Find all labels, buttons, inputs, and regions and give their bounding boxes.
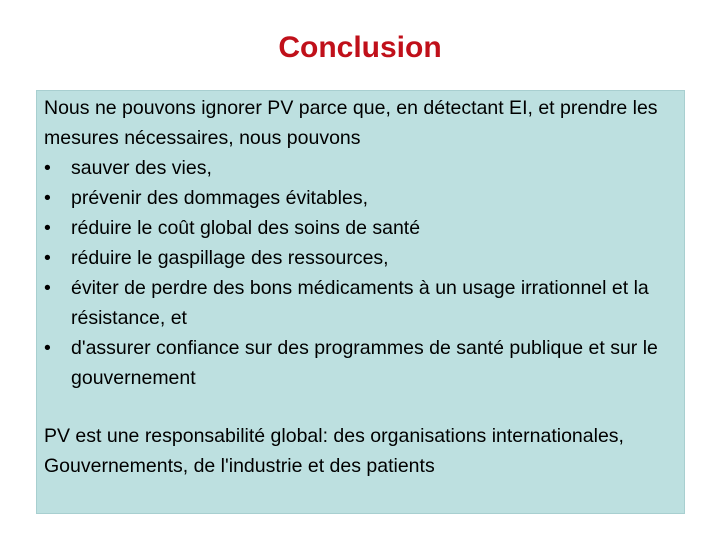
bullet-item	[44, 243, 684, 273]
bullet-text: prévenir des dommages évitables,	[71, 187, 368, 209]
bullet-list	[44, 153, 684, 393]
bullet-text: sauver des vies,	[71, 157, 212, 179]
slide-title: Conclusion	[278, 31, 442, 64]
bullet-text: éviter de perdre des bons médicaments à un usage irrationnel et la résistance, et	[71, 277, 649, 329]
bullet-text: réduire le gaspillage des ressources,	[71, 247, 389, 269]
bullet-text: réduire le coût global des soins de santé	[71, 217, 421, 239]
bullet-item	[44, 183, 684, 213]
bullet-item	[44, 153, 684, 183]
bullet-text: d'assurer confiance sur des programmes de santé publique et sur le gouvernement	[71, 337, 658, 389]
bullet-marker: •	[44, 277, 51, 299]
content-box	[36, 90, 685, 514]
bullet-marker: •	[44, 337, 51, 359]
bullet-marker: •	[44, 217, 51, 239]
bullet-item	[44, 273, 684, 333]
bullet-item	[44, 333, 684, 393]
bullet-marker: •	[44, 157, 51, 179]
intro-paragraph: Nous ne pouvons ignorer PV parce que, en détectant EI, et prendre les mesures nécessaires, nous pouvons	[44, 97, 658, 149]
closing-paragraph: PV est une responsabilité global: des organisations internationales, Gouvernements, de l'industrie et des patients	[44, 425, 624, 477]
bullet-item	[44, 213, 684, 243]
bullet-marker: •	[44, 187, 51, 209]
bullet-marker: •	[44, 247, 51, 269]
